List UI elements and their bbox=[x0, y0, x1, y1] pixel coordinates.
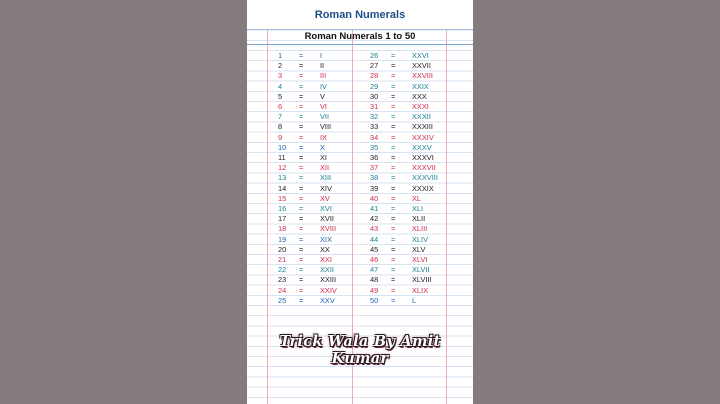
roman-value: I bbox=[320, 51, 323, 60]
number-value: 47 bbox=[370, 265, 379, 275]
roman-value: XVIII bbox=[320, 224, 337, 234]
number-value: 8 bbox=[278, 122, 283, 132]
roman-value: XXXI bbox=[412, 102, 429, 111]
roman-value: II bbox=[320, 61, 325, 71]
number-value: 48 bbox=[370, 275, 379, 285]
number-value: 43 bbox=[370, 224, 379, 234]
equals-sign: = bbox=[391, 153, 396, 162]
number-value: 24 bbox=[278, 285, 287, 295]
equals-sign: = bbox=[299, 91, 304, 101]
equals-sign: = bbox=[299, 214, 304, 224]
equals-sign: = bbox=[391, 265, 396, 275]
equals-sign: = bbox=[299, 173, 304, 183]
equals-sign: = bbox=[391, 183, 396, 193]
roman-value: XXX bbox=[412, 91, 427, 101]
number-value: 27 bbox=[370, 61, 379, 71]
page-title: Roman Numerals bbox=[314, 9, 406, 21]
equals-sign: = bbox=[391, 244, 396, 254]
equals-sign: = bbox=[391, 142, 396, 152]
number-value: 28 bbox=[370, 71, 379, 81]
roman-value: XV bbox=[320, 193, 330, 203]
number-value: 12 bbox=[278, 163, 287, 173]
equals-sign: = bbox=[299, 163, 304, 173]
number-value: 29 bbox=[370, 81, 379, 91]
roman-value: VIII bbox=[320, 122, 332, 132]
roman-value: X bbox=[320, 142, 325, 152]
roman-value: IX bbox=[320, 132, 327, 142]
equals-sign: = bbox=[299, 71, 304, 81]
number-value: 15 bbox=[278, 193, 287, 203]
equals-sign: = bbox=[299, 285, 304, 295]
number-value: 11 bbox=[278, 153, 286, 162]
number-value: 42 bbox=[370, 214, 379, 224]
number-value: 41 bbox=[370, 204, 379, 213]
number-value: 31 bbox=[370, 102, 379, 111]
roman-value: XLII bbox=[412, 214, 426, 224]
table-title: Roman Numerals 1 to 50 bbox=[304, 31, 416, 42]
roman-value: XLIV bbox=[412, 234, 429, 244]
roman-value: XLVIII bbox=[412, 275, 432, 285]
number-value: 32 bbox=[370, 112, 379, 122]
equals-sign: = bbox=[391, 275, 396, 285]
equals-sign: = bbox=[299, 204, 304, 213]
roman-value: IV bbox=[320, 81, 327, 91]
equals-sign: = bbox=[391, 214, 396, 224]
number-value: 17 bbox=[278, 214, 287, 224]
number-value: 21 bbox=[278, 255, 287, 264]
equals-sign: = bbox=[299, 122, 304, 132]
number-value: 37 bbox=[370, 163, 379, 173]
equals-sign: = bbox=[391, 51, 396, 60]
number-value: 40 bbox=[370, 193, 379, 203]
roman-value: XXXIX bbox=[412, 183, 434, 193]
equals-sign: = bbox=[299, 81, 304, 91]
number-value: 36 bbox=[370, 153, 379, 162]
number-value: 16 bbox=[278, 204, 287, 213]
number-value: 18 bbox=[278, 224, 287, 234]
number-value: 10 bbox=[278, 142, 287, 152]
roman-value: XLIII bbox=[412, 224, 428, 234]
roman-value: VII bbox=[320, 112, 330, 122]
equals-sign: = bbox=[391, 122, 396, 132]
equals-sign: = bbox=[299, 153, 304, 162]
roman-value: XIX bbox=[320, 234, 332, 244]
number-value: 4 bbox=[278, 81, 283, 91]
equals-sign: = bbox=[391, 112, 396, 122]
number-value: 50 bbox=[370, 295, 379, 305]
roman-value: V bbox=[320, 91, 325, 101]
equals-sign: = bbox=[299, 112, 304, 122]
equals-sign: = bbox=[391, 163, 396, 173]
roman-value: XXIII bbox=[320, 275, 337, 285]
number-value: 7 bbox=[278, 112, 283, 122]
equals-sign: = bbox=[391, 173, 396, 183]
equals-sign: = bbox=[391, 295, 396, 305]
equals-sign: = bbox=[299, 295, 304, 305]
roman-value: XLIX bbox=[412, 285, 429, 295]
watermark-signature: Trick Wala By Amit Kumar bbox=[279, 333, 441, 367]
number-value: 6 bbox=[278, 102, 283, 111]
roman-value: XL bbox=[412, 193, 422, 203]
number-value: 5 bbox=[278, 91, 283, 101]
roman-value: XXXVIII bbox=[412, 173, 438, 183]
roman-value: XXXIV bbox=[412, 132, 434, 142]
roman-value: XX bbox=[320, 244, 330, 254]
roman-value: XLVI bbox=[412, 255, 428, 264]
equals-sign: = bbox=[299, 224, 304, 234]
roman-value: XXXV bbox=[412, 142, 432, 152]
roman-value: XVI bbox=[320, 204, 332, 213]
equals-sign: = bbox=[299, 142, 304, 152]
number-value: 33 bbox=[370, 122, 379, 132]
equals-sign: = bbox=[391, 285, 396, 295]
roman-value: XLI bbox=[412, 204, 424, 213]
number-value: 25 bbox=[278, 295, 287, 305]
roman-value: XLV bbox=[412, 244, 426, 254]
number-value: 44 bbox=[370, 234, 379, 244]
divider bbox=[247, 29, 473, 30]
roman-value: XXXII bbox=[412, 112, 431, 122]
roman-value: XVII bbox=[320, 214, 334, 224]
equals-sign: = bbox=[299, 51, 304, 60]
number-value: 22 bbox=[278, 265, 287, 275]
roman-value: XXXVI bbox=[412, 153, 434, 162]
equals-sign: = bbox=[391, 224, 396, 234]
roman-value: XIV bbox=[320, 183, 332, 193]
roman-value: L bbox=[412, 295, 417, 305]
divider bbox=[247, 44, 473, 45]
roman-value: XLVII bbox=[412, 265, 430, 275]
equals-sign: = bbox=[299, 193, 304, 203]
number-value: 9 bbox=[278, 132, 283, 142]
roman-value: XXVI bbox=[412, 51, 429, 60]
equals-sign: = bbox=[299, 132, 304, 142]
equals-sign: = bbox=[391, 61, 396, 71]
number-value: 46 bbox=[370, 255, 379, 264]
equals-sign: = bbox=[299, 61, 304, 71]
roman-value: XXV bbox=[320, 295, 335, 305]
equals-sign: = bbox=[391, 132, 396, 142]
number-value: 13 bbox=[278, 173, 287, 183]
roman-value: XII bbox=[320, 163, 330, 173]
roman-value: XI bbox=[320, 153, 327, 162]
number-value: 23 bbox=[278, 275, 287, 285]
roman-value: XXIX bbox=[412, 81, 429, 91]
number-value: 35 bbox=[370, 142, 379, 152]
number-value: 45 bbox=[370, 244, 379, 254]
equals-sign: = bbox=[391, 234, 396, 244]
equals-sign: = bbox=[391, 102, 396, 111]
equals-sign: = bbox=[391, 81, 396, 91]
number-value: 49 bbox=[370, 285, 379, 295]
equals-sign: = bbox=[299, 275, 304, 285]
equals-sign: = bbox=[299, 265, 304, 275]
number-value: 38 bbox=[370, 173, 379, 183]
number-value: 20 bbox=[278, 244, 287, 254]
equals-sign: = bbox=[299, 183, 304, 193]
number-value: 34 bbox=[370, 132, 379, 142]
equals-sign: = bbox=[391, 91, 396, 101]
number-value: 39 bbox=[370, 183, 379, 193]
equals-sign: = bbox=[391, 71, 396, 81]
number-value: 14 bbox=[278, 183, 287, 193]
equals-sign: = bbox=[299, 244, 304, 254]
equals-sign: = bbox=[299, 234, 304, 244]
number-value: 19 bbox=[278, 234, 287, 244]
roman-value: XXIV bbox=[320, 285, 337, 295]
equals-sign: = bbox=[299, 255, 304, 264]
roman-value: XIII bbox=[320, 173, 332, 183]
number-value: 30 bbox=[370, 91, 379, 101]
roman-value: XXVIII bbox=[412, 71, 433, 81]
equals-sign: = bbox=[391, 255, 396, 264]
number-value: 2 bbox=[278, 61, 283, 71]
roman-value: XXXVII bbox=[412, 163, 436, 173]
roman-value: XXXIII bbox=[412, 122, 433, 132]
roman-value: XXI bbox=[320, 255, 332, 264]
equals-sign: = bbox=[299, 102, 304, 111]
roman-value: XXVII bbox=[412, 61, 431, 71]
number-value: 26 bbox=[370, 51, 379, 60]
equals-sign: = bbox=[391, 193, 396, 203]
equals-sign: = bbox=[391, 204, 396, 213]
number-value: 1 bbox=[278, 51, 283, 60]
number-value: 3 bbox=[278, 71, 283, 81]
roman-value: VI bbox=[320, 102, 327, 111]
roman-value: XXII bbox=[320, 265, 334, 275]
roman-value: III bbox=[320, 71, 327, 81]
